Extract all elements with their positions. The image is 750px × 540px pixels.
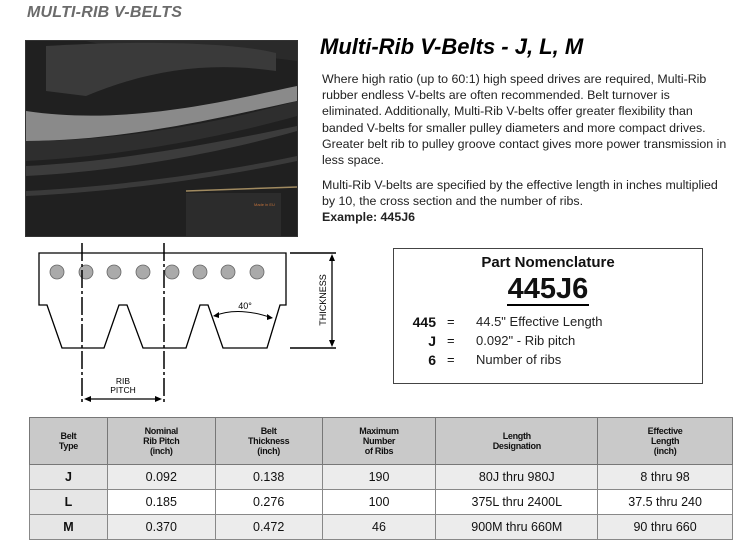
table-cell: 37.5 thru 240 [598,490,733,515]
column-header-line: Length [502,431,531,441]
nomenclature-row [394,352,694,370]
nomenclature-code [394,273,702,306]
nomenclature-value: Number of ribs [476,352,562,367]
nomenclature-code-text: 445J6 [507,273,589,305]
photo-label: Made in EU [254,202,275,207]
table-row [30,490,733,515]
belt-type-cell: M [30,515,108,540]
column-header-line: of Ribs [364,446,394,456]
table-cell: 0.185 [107,490,215,515]
table-cell: 900M thru 660M [436,515,598,540]
table-cell: 190 [322,465,436,490]
belt-type-cell: L [30,490,108,515]
equals-sign: = [447,352,455,367]
table-cell: 90 thru 660 [598,515,733,540]
belt-specs-table [29,417,733,540]
nomenclature-value: 44.5" Effective Length [476,314,603,329]
table-row [30,465,733,490]
page-title: Multi-Rib V-Belts - J, L, M [320,34,584,59]
column-header-line: Length [650,436,680,446]
table-cell: 0.276 [215,490,322,515]
column-header [215,418,322,465]
belt-cross-section-diagram [0,235,360,410]
nomenclature-heading: Part Nomenclature [481,254,615,271]
column-header-line: Type [58,441,78,451]
part-nomenclature-box [393,248,703,384]
specification-paragraph [322,177,732,226]
column-header [107,418,215,465]
table-cell: 8 thru 98 [598,465,733,490]
nomenclature-key: 6 [428,352,436,368]
column-header-line: Effective [647,426,683,436]
table-cell: 0.092 [107,465,215,490]
table-cell: 80J thru 980J [436,465,598,490]
column-header [30,418,108,465]
table-row [30,515,733,540]
angle-label: 40° [238,301,252,311]
table-cell: 0.472 [215,515,322,540]
column-header [322,418,436,465]
specification-text: Multi-Rib V-belts are specified by the effective length in inches multiplied by 10, the cross section and the number of ribs. [322,178,718,209]
pitch-label: PITCH [110,385,136,395]
equals-sign: = [447,314,455,329]
column-header [598,418,733,465]
belt-photo [25,40,298,237]
table-cell: 0.370 [107,515,215,540]
example-text: Example: 445J6 [322,210,415,225]
rib-label: RIB [115,376,131,386]
nomenclature-value: 0.092" - Rib pitch [476,333,576,348]
thickness-label: THICKNESS [318,274,328,326]
nomenclature-row [394,333,694,351]
table-cell: 100 [322,490,436,515]
column-header-line: (inch) [653,446,677,456]
column-header-line: Maximum [359,426,399,436]
column-header-line: (inch) [149,446,173,456]
table-cell: 375L thru 2400L [436,490,598,515]
column-header-line: Belt [260,426,277,436]
section-title: MULTI-RIB V-BELTS [27,4,183,21]
description-paragraph: Where high ratio (up to 60:1) high speed drives are required, Multi-Rib rubber endless V-belts are often recommended. Belt turnover is eliminated. Additionally, Multi-Rib V-belts offer greater flexibility than banded V-belts for smaller pulley diameters and more compact drives. Greater belt rib to pulley groove contact gives more power transmission in less space. [322,72,727,168]
nomenclature-row [394,314,694,332]
column-header-line: Nominal [144,426,178,436]
column-header-line: Thickness [247,436,290,446]
table-cell: 46 [322,515,436,540]
column-header [436,418,598,465]
nomenclature-key: 445 [412,314,436,330]
nomenclature-key: J [428,333,436,349]
table-header-row [30,418,733,465]
column-header-line: Rib Pitch [143,436,180,446]
equals-sign: = [447,333,455,348]
column-header-line: Designation [492,441,541,451]
belt-type-cell: J [30,465,108,490]
column-header-line: Number [362,436,396,446]
column-header-line: Belt [60,431,77,441]
column-header-line: (inch) [257,446,280,456]
table-cell: 0.138 [215,465,322,490]
